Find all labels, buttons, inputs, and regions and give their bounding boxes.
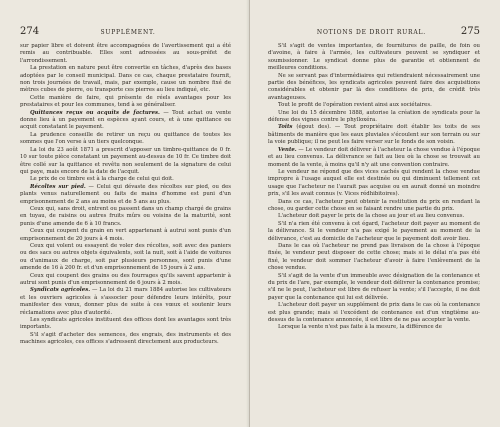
- paragraph: [20, 65, 231, 95]
- paragraph: [268, 169, 480, 199]
- paragraph-text: Le prix de ce timbre est à la charge de celui qui doit.: [30, 176, 174, 183]
- paragraph: [20, 184, 231, 206]
- paragraph-text: (égout des). — Tout propriétaire doit établir les toits de ses bâtiments de manière que les eaux pluviales s'écoulent sur son terrain ou sur la voie publique; il ne peut les faire verser sur le fonds de son voisin.: [268, 124, 480, 146]
- paragraph-text: L'acheteur doit payer un supplément de prix dans le cas où la contenance est plus grande; mais si l'excédent de contenance est d'un vingtième au-dessus de la contenance annoncée, il est libre de ne pas accepter la vente.: [268, 302, 480, 324]
- paragraph-text: Les syndicats agricoles instituent des offices dont les avantages sont très importants.: [20, 317, 231, 331]
- paragraph-text: S'il s'agit de ventes importantes, de fournitures de paille, de foin ou d'avoine, à faire à l'armée, les cultivateurs peuvent se syndiquer et soumissionner. Le syndicat donne plus de garantie et obtiennent de meilleures conditions.: [268, 43, 480, 72]
- paragraph-text: La prudence conseille de retirer un reçu ou quittance de toutes les sommes que l'on verse à un tiers quelconque.: [20, 131, 231, 146]
- paragraph-text: La loi du 23 août 1871 a prescrit d'apposer un timbre-quittance de 0 fr. 10 sur toute pièce constatant un payement au-dessus de 10 fr. Ce timbre doit être collé sur la quittance et revêtu non seulement de la signature de celui qui paye, mais encore de la date de l'acquit.: [20, 146, 231, 175]
- section-rubric: Récoltes sur pied.: [30, 183, 86, 190]
- paragraph: [268, 221, 480, 243]
- paragraph-text: — La loi du 21 mars 1884 autorise les cultivateurs et les ouvriers agricoles à s'associer pour défendre leurs intérêts, pour manifester des vœux, donner plus de suite à ces vœux et soutenir leurs réclamations avec plus d'autorité.: [20, 287, 231, 316]
- paragraph: [20, 147, 231, 177]
- paragraph: [268, 324, 480, 331]
- paragraph-text: Ceux qui coupent du grain en vert appartenant à autrui sont punis d'un emprisonnement de 20 jours à 4 mois.: [20, 228, 231, 242]
- paragraph: [268, 273, 480, 303]
- paragraph: [20, 132, 231, 147]
- paragraph: [20, 43, 231, 65]
- paragraph: [268, 243, 480, 273]
- section-rubric: Syndicats agricoles.: [30, 287, 91, 294]
- paragraph-text: Une loi du 15 décembre 1888, autorise la création de syndicats pour la défense des vignes contre le phylloxéra.: [268, 109, 480, 124]
- page-number: 274: [20, 26, 40, 37]
- running-head: NOTIONS DE DROIT RURAL.: [316, 29, 426, 36]
- right-page: [250, 0, 500, 427]
- page-number: 275: [460, 26, 480, 37]
- paragraph: [268, 110, 480, 125]
- paragraph-text: — Tout achat ou vente donne lieu à un payement en espèces ayant cours, et à une quittance ou acquit constatant le payement.: [20, 109, 231, 131]
- paragraph-text: Ceux qui volent ou essayent de voler des récoltes, soit avec des paniers ou des sacs ou autres objets équivalents, soit la nuit, soit à l'aide de voitures ou d'animaux de charge, soit par plusieurs personnes, sont punis d'une amende de 16 à 200 fr. et d'un emprisonnement de 15 jours à 2 ans.: [20, 242, 231, 272]
- paragraph: [20, 110, 231, 132]
- paragraph: [268, 102, 480, 109]
- paragraph-text: — Le vendeur doit délivrer à l'acheteur la chose vendue à l'époque et au lieu convenus. La délivrance se fait au lieu où la chose se trouvait au moment de la vente, à moins qu'il n'y ait une convention contraire.: [268, 146, 480, 168]
- paragraph: [20, 317, 231, 332]
- paragraph-text: Lorsque la vente n'est pas faite à la mesure, la différence de: [278, 324, 442, 331]
- paragraph-text: Le vendeur ne répond que des vices cachés qui rendent la chose vendue impropre à l'usage auquel elle est destinée ou qui diminuent tellement cet usage que l'acheteur ne l'aurait pas acquise ou en aurait donné un moindre prix, s'il les avait connus (v. Vices rédhibitoires).: [268, 168, 480, 198]
- paragraph: [20, 243, 231, 273]
- paragraph: [20, 287, 231, 317]
- paragraph-text: Dans ce cas, l'acheteur peut obtenir la restitution du prix en rendant la chose, ou garder cette chose en se faisant rendre une partie du prix.: [268, 198, 480, 212]
- paragraph-text: La prestation en nature peut être convertie en tâches, d'après des bases adoptées par le conseil municipal. Dans ce cas, chaque prestataire fournit, non trois journées de travail, mais, par exemple, cause un nombre fixé de mètres cubes de pierre, ou transporte ces pierres au lieu indiqué, etc.: [20, 65, 231, 94]
- paragraph-text: Tout le profit de l'opération revient ainsi aux sociétaires.: [278, 102, 432, 109]
- paragraph-text: Dans le cas où l'acheteur ne prend pas livraison de la chose à l'époque fixée, le vendeur peut disposer de cette chose; mais si le délai n'a pas été fixé, le vendeur doit sommer l'acheteur d'avoir à faire l'enlèvement de la chose vendue.: [268, 242, 480, 272]
- paragraph-text: Cette manière de faire, qui présente de réels avantages pour les prestataires et pour les communes, tend à se généraliser.: [20, 94, 231, 109]
- paragraph-text: L'acheteur doit payer le prix de la chose au jour et au lieu convenus.: [278, 213, 465, 220]
- paragraph-text: Ne se servant pas d'intermédiaires qui retiendraient nécessairement une partie des bénéfices, les syndicats agricoles peuvent faire des acquisitions considérables et obtenir par là des conditions de prix, de crédit très avantageuses.: [268, 72, 480, 101]
- paragraph: [20, 273, 231, 288]
- paragraph: [268, 73, 480, 103]
- paragraph: [268, 213, 480, 220]
- section-rubric: Quittances reçus ou acquits de factures.: [30, 109, 160, 116]
- paragraph-text: — Celui qui dévaste des récoltes sur pied, ou des plants venus naturellement ou faits de mains d'homme est puni d'un emprisonnement de 2 ans au moins et de 5 ans au plus.: [20, 183, 231, 205]
- right-page-header: [268, 26, 480, 37]
- left-page-body: [20, 43, 231, 347]
- right-page-body: [268, 43, 480, 332]
- paragraph-text: S'il s'agit de la vente d'un immeuble avec désignation de la contenance et du prix de l'are, par exemple, le vendeur doit délivrer la contenance promise; s'il ne le peut, l'acheteur est libre de refuser la vente; s'il l'accepte, il ne doit payer que la contenance qui lui est délivrée.: [268, 272, 480, 301]
- section-rubric: Toits: [278, 124, 293, 131]
- paragraph: [268, 147, 480, 169]
- running-head: SUPPLÉMENT.: [100, 29, 156, 36]
- paragraph: [20, 176, 231, 183]
- paragraph-text: S'il s'agit d'acheter des semences, des engrais, des instruments et des machines agricoles, ces offices s'adressent directement aux producteurs.: [20, 331, 231, 346]
- paragraph-text: sur papier libre et doivent être accompagnées de l'avertissement qui a été remis au contribuable. Elles sont adressées au sous-préfet de l'arrondissement.: [20, 43, 231, 64]
- paragraph: [20, 206, 231, 228]
- paragraph: [20, 332, 231, 347]
- paragraph: [20, 228, 231, 243]
- paragraph: [268, 199, 480, 214]
- paragraph: [268, 124, 480, 146]
- paragraph: [20, 95, 231, 110]
- section-rubric: Vente.: [278, 146, 297, 153]
- paragraph: [268, 43, 480, 73]
- paragraph-text: S'il n'a rien été convenu à cet égard, l'acheteur doit payer au moment de la délivrance. Si le vendeur n'a pas exigé le payement au moment de la délivrance, c'est au domicile de l'acheteur que le payement doit avoir lieu.: [268, 220, 480, 242]
- paragraph-text: Ceux qui coupent des grains ou des fourrages qu'ils savent appartenir à autrui sont punis d'un emprisonnement de 6 jours à 2 mois.: [20, 272, 231, 286]
- paragraph: [268, 302, 480, 324]
- left-page-header: [20, 26, 231, 37]
- paragraph-text: Ceux qui, sans droit, entrent ou passent dans un champ chargé de grains en tuyau, de raisins ou autres fruits mûrs ou voisins de la maturité, sont punis d'une amende de 6 à 10 francs.: [20, 205, 231, 227]
